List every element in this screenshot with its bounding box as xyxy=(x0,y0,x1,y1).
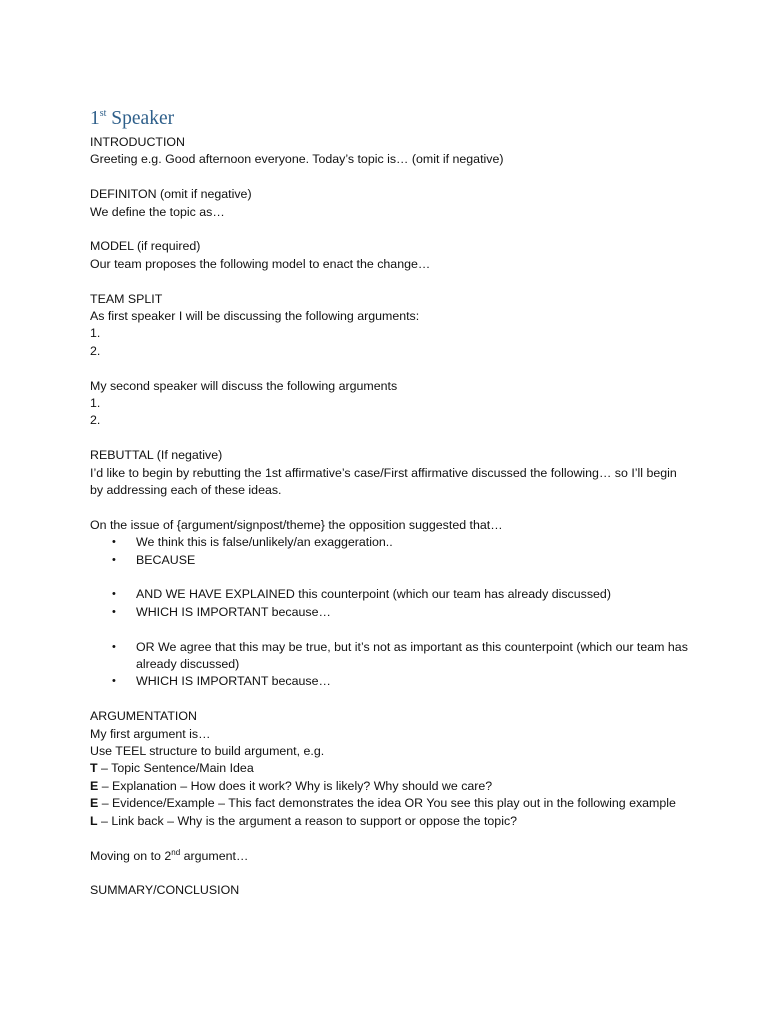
first-arg-item-1: 1. xyxy=(90,326,101,341)
team-split-second-text: My second speaker will discuss the following arguments xyxy=(90,378,398,393)
summary-label: SUMMARY/CONCLUSION xyxy=(90,883,240,898)
list-item: • We think this is false/unlikely/an exaggeration.. xyxy=(112,534,690,551)
list-item: • OR We agree that this may be true, but it’s not as important as this counterpoint (which our team has already discussed) xyxy=(112,639,688,672)
list-item: • AND WE HAVE EXPLAINED this counterpoint (which our team has already discussed) xyxy=(112,586,690,603)
team-split-label: TEAM SPLIT xyxy=(90,291,163,306)
team-split-first-text: As first speaker I will be discussing the following arguments: xyxy=(90,309,420,324)
intro-label: INTRODUCTION xyxy=(90,135,185,149)
bullet-icon: • xyxy=(112,675,116,688)
title-ordinal: st xyxy=(99,108,107,119)
rebuttal-label: REBUTTAL (If negative) xyxy=(90,448,223,463)
document-page xyxy=(90,106,690,900)
second-arg-item-2: 2. xyxy=(90,413,101,428)
list-item: • WHICH IS IMPORTANT because… xyxy=(112,673,690,690)
rebuttal-bullets-3 xyxy=(90,639,690,691)
bullet-icon: • xyxy=(112,536,116,549)
rebuttal-bullets-2 xyxy=(90,586,690,621)
argumentation-label: ARGUMENTATION xyxy=(90,709,197,724)
teel-item-e1: E – Explanation – How does it work? Why is likely? Why should we care? xyxy=(90,778,493,793)
model-text: Our team proposes the following model to enact the change… xyxy=(90,256,431,271)
bullet-icon: • xyxy=(112,640,116,653)
rebuttal-issue: On the issue of {argument/signpost/theme} the opposition suggested that… xyxy=(90,517,503,532)
model-label: MODEL (if required) xyxy=(90,239,201,254)
page-title xyxy=(90,106,690,132)
intro-text: Greeting e.g. Good afternoon everyone. Today’s topic is… (omit if negative) xyxy=(90,152,504,167)
argumentation-first: My first argument is… xyxy=(90,726,211,741)
bullet-icon: • xyxy=(112,588,116,601)
list-item: • BECAUSE xyxy=(112,552,690,569)
teel-item-t: T – Topic Sentence/Main Idea xyxy=(90,761,254,776)
definition-text: We define the topic as… xyxy=(90,204,225,219)
title-text: Speaker xyxy=(106,108,175,129)
first-arg-item-2: 2. xyxy=(90,343,101,358)
bullet-icon: • xyxy=(112,553,116,566)
title-number: 1 xyxy=(90,108,100,129)
teel-item-l: L – Link back – Why is the argument a reason to support or oppose the topic? xyxy=(90,813,518,828)
rebuttal-bullets-1 xyxy=(90,534,690,569)
teel-intro: Use TEEL structure to build argument, e.g. xyxy=(90,744,325,759)
bullet-icon: • xyxy=(112,605,116,618)
definition-label: DEFINITON (omit if negative) xyxy=(90,187,252,202)
second-arg-item-1: 1. xyxy=(90,396,101,411)
teel-item-e2: E – Evidence/Example – This fact demonstrates the idea OR You see this play out in the following example xyxy=(90,796,676,811)
rebuttal-text: I’d like to begin by rebutting the 1st affirmative’s case/First affirmative discussed the following… so I’ll begin by addressing each of these ideas. xyxy=(90,465,677,498)
moving-on-text: Moving on to 2nd argument… xyxy=(90,847,249,863)
list-item: • WHICH IS IMPORTANT because… xyxy=(112,604,690,621)
